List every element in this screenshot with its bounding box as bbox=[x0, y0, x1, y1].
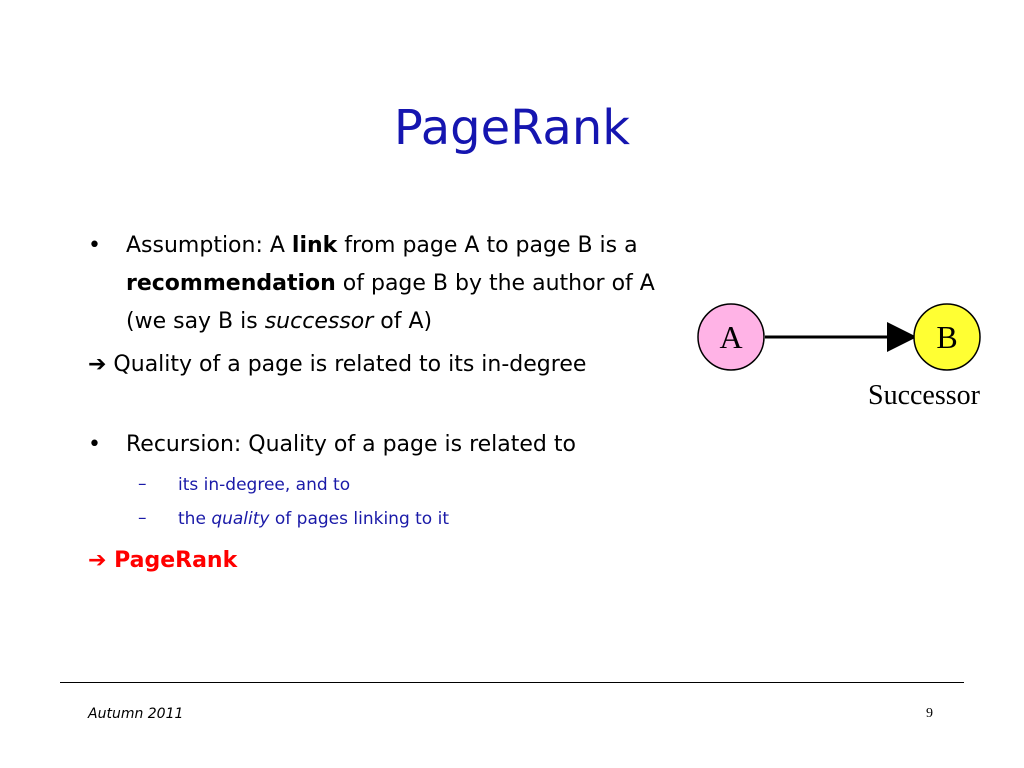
assumption-text-line3-end: of A) bbox=[373, 309, 433, 334]
sub-item-dash: – bbox=[138, 508, 147, 528]
node-a-label: A bbox=[719, 319, 743, 355]
node-b-label: B bbox=[936, 319, 958, 355]
recommendation-term: recommendation bbox=[126, 271, 336, 296]
successor-term: successor bbox=[264, 309, 374, 334]
assumption-text: Assumption: A bbox=[126, 233, 292, 258]
successor-caption: Successor bbox=[868, 380, 980, 411]
implication-indegree bbox=[88, 350, 586, 380]
quality-term: quality bbox=[211, 509, 270, 529]
slide-title: PageRank bbox=[393, 100, 631, 156]
sub-item-quality-c: of pages linking to it bbox=[269, 509, 449, 529]
link-term: link bbox=[291, 233, 338, 258]
recursion-text: Recursion: Quality of a page is related to bbox=[126, 432, 576, 457]
assumption-line-2 bbox=[126, 269, 655, 299]
sub-item-indegree: its in-degree, and to bbox=[178, 475, 351, 495]
bullet-glyph: • bbox=[88, 432, 101, 457]
footer-date: Autumn 2011 bbox=[88, 706, 184, 722]
assumption-line-1 bbox=[126, 231, 638, 261]
assumption-line-3 bbox=[126, 307, 432, 337]
right-arrow-icon: ➔ bbox=[88, 352, 107, 377]
sub-item-dash: – bbox=[138, 474, 147, 494]
bullet-glyph: • bbox=[88, 233, 101, 258]
assumption-text-line3: (we say B is bbox=[126, 309, 265, 334]
assumption-text-line2: of page B by the author of A bbox=[335, 271, 655, 296]
sub-item-quality-a: the bbox=[178, 509, 212, 529]
right-arrow-icon: ➔ bbox=[88, 548, 107, 573]
footer-divider bbox=[60, 682, 964, 683]
slide-number: 9 bbox=[926, 706, 933, 721]
assumption-text-cont: from page A to page B is a bbox=[337, 233, 638, 258]
implication-pagerank bbox=[88, 546, 237, 576]
implication-text: Quality of a page is related to its in-degree bbox=[106, 352, 587, 377]
sub-item-quality bbox=[178, 507, 449, 531]
pagerank-conclusion: PageRank bbox=[106, 548, 238, 573]
